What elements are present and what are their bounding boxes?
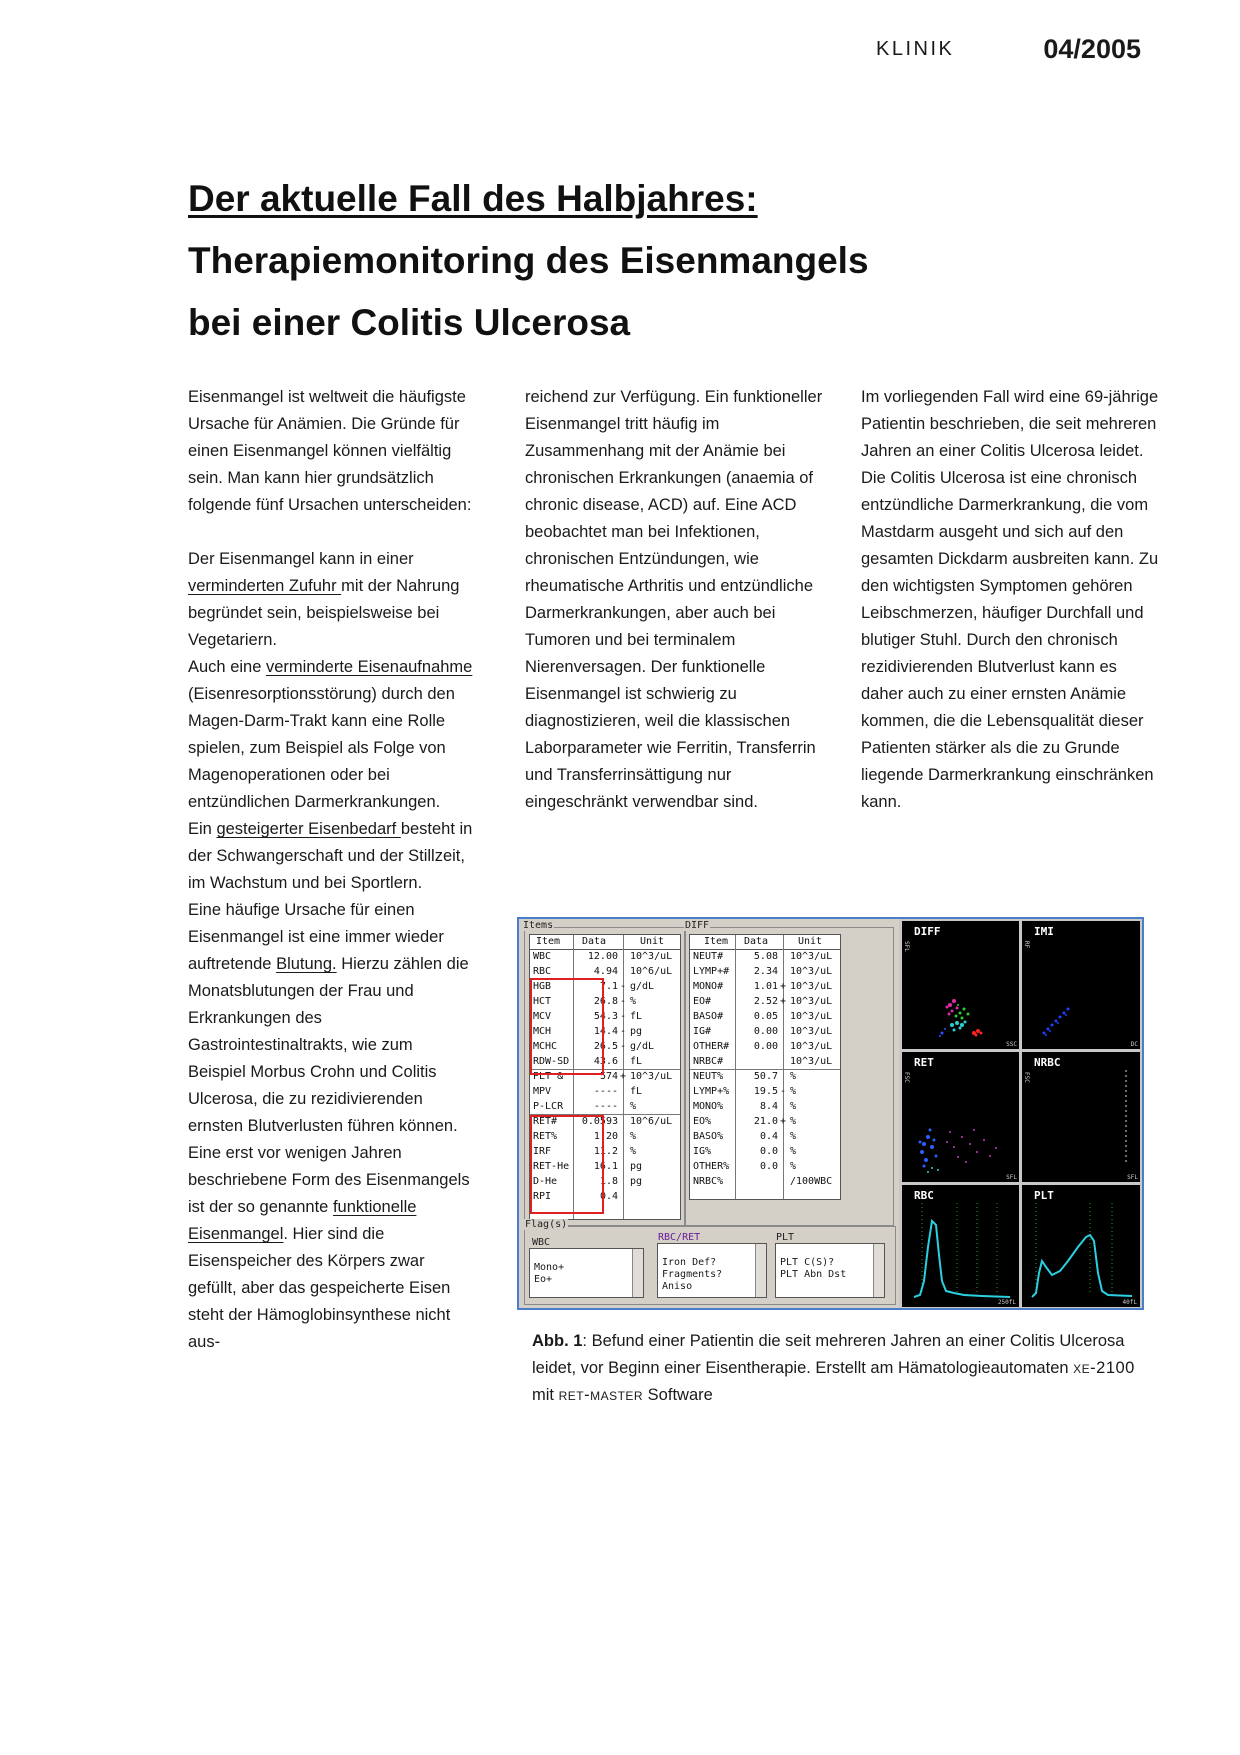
section-label: KLINIK [876,38,955,60]
paragraph: reichend zur Verfügung. Ein funktioneller Eisenmangel tritt häufig im Zusammenhang mit der Anämie bei chronischen Erkrankungen (anaemia of chronic disease, ACD) auf. Eine ACD beobachtet man bei Infektionen, chronischen Entzündungen, wie rheumatische Arthritis und entzündliche Darmerkrankungen, aber auch bei Tumoren und bei terminalem Nierenversagen. Der funktionelle Eisenmangel ist schwierig zu diagnostizieren, weil die klassischen Laborparameter wie Ferritin, Transferrin und Transferrinsättigung nur eingeschränkt verwendbar sind. [525,388,823,811]
emphasis-link: Blutung. [276,955,337,973]
flag-rbc-box [657,1243,767,1298]
cell-data: 0.0 [759,1146,778,1157]
cell-data: 1.8 [599,1176,618,1187]
paragraph: Ein gesteigerter Eisenbedarf besteht in der Schwangerschaft und der Stillzeit, im Wachstum und bei Sportlern. [188,820,473,892]
table-row [690,1130,840,1145]
cell-data: 4.94 [593,966,618,977]
cell-item: MONO# [693,981,724,992]
flag-plt-text: PLT C(S)? PLT Abn Dst [780,1257,847,1280]
cell-unit: % [790,1116,797,1127]
text-column-2 [525,384,825,816]
cell-item: NRBC% [693,1176,724,1187]
diff-scatter-plot [902,921,1019,1049]
flag-wbc-text: Mono+ Eo+ [534,1262,565,1285]
rbc-histogram [902,1185,1019,1307]
cell-data: 7.1 [599,981,618,992]
cell-unit: % [630,1131,637,1142]
cell-item: HCT [533,996,552,1007]
scrollbar[interactable] [755,1244,766,1297]
table-row [690,1055,840,1070]
cell-data: 11.2 [593,1146,618,1157]
cell-data: 0.4 [599,1191,618,1202]
cell-data: 19.5 [753,1086,778,1097]
flag-plt-label: PLT [776,1232,795,1243]
cell-unit: 10^3/uL [790,966,833,977]
cell-unit: g/dL [630,981,655,992]
cell-data: 0.00 [753,1026,778,1037]
cell-data: 2.52 [753,996,778,1007]
paragraph: Der Eisenmangel kann in einer verminderten Zufuhr mit der Nahrung begründet sein, beispielsweise bei Vegetariern. [188,550,460,649]
cell-flag: + [780,981,787,992]
cell-unit: fL [630,1086,643,1097]
cell-unit: 10^6/uL [630,1116,673,1127]
cell-item: NEUT# [693,951,724,962]
nrbc-scattergram [1022,1052,1140,1182]
ret-scatter-plot [902,1052,1019,1182]
caption-label: Abb. 1 [532,1332,583,1350]
article-title [188,168,1088,354]
cell-data: 0.0593 [581,1116,618,1127]
cell-unit: 10^3/uL [790,1011,833,1022]
text-column-3 [861,384,1161,816]
cell-flag: - [620,1041,627,1052]
cell-unit: pg [630,1161,643,1172]
cell-unit: 10^3/uL [790,951,833,962]
cell-item: MONO% [693,1101,724,1112]
flags-label: Flag(s) [525,1219,568,1230]
title-line-1: Der aktuelle Fall des Halbjahres: [188,178,758,219]
cell-data: 1.20 [593,1131,618,1142]
items-table-header [530,935,680,950]
cell-item: BASO# [693,1011,724,1022]
cell-flag: + [780,996,787,1007]
axis-label: SFL [1127,1174,1138,1181]
cell-unit: fL [630,1011,643,1022]
cell-item: NEUT% [693,1071,724,1082]
cell-item: RDW-SD [533,1056,570,1067]
axis-label: DC [1130,1041,1138,1048]
cell-item: RBC [533,966,552,977]
paragraph: Im vorliegenden Fall wird eine 69-jährige Patientin beschrieben, die seit mehreren Jahren an einer Colitis Ulcerosa leidet. Die Colitis Ulcerosa ist eine chronisch entzündliche Darmerkrankung, die vom Mastdarm ausgeht und sich auf den gesamten Dickdarm ausbreiten kann. Zu den wichtigsten Symptomen gehören Leibschmerzen, häufiger Durchfall und blutiger Stuhl. Durch den chronisch rezidivierenden Blutverlust kann es daher auch zu einer ernsten Anämie kommen, die die Lebensqualität dieser Patienten stärker als die zu Grunde liegende Darmerkrankung einschränken kann. [861,388,1159,811]
cell-flag: - [620,996,627,1007]
highlight-box-ret [530,1115,604,1214]
paragraph: Eine häufige Ursache für einen Eisenmangel ist eine immer wieder auftretende Blutung. Hierzu zählen die Monatsblutungen der Frau und Erkrankungen des Gastrointestinaltrakts, wie zum Beispiel Morbus Crohn und Colitis Ulcerosa, die zu rezidivierenden ernsten Blutverlusten führen können. [188,901,469,1135]
cell-item: LYMP+# [693,966,730,977]
device-name: xe-2100 [1073,1359,1135,1377]
diff-scattergram [902,921,1019,1049]
axis-label: FSC [903,1072,910,1083]
cell-item: EO% [693,1116,712,1127]
cell-flag: - [620,1026,627,1037]
cell-unit: 10^3/uL [630,951,673,962]
header-data: Data [744,936,769,947]
rbc-histogram-plot [902,1185,1019,1307]
cell-unit: pg [630,1026,643,1037]
nrbc-plot-label: NRBC [1034,1056,1061,1069]
cell-flag: + [780,1116,787,1127]
table-row [530,950,680,965]
cell-data: 2.34 [753,966,778,977]
cell-data: 1.01 [753,981,778,992]
axis-label: FSC [1023,1072,1030,1083]
cell-unit: 10^3/uL [790,1041,833,1052]
cell-item: MCHC [533,1041,558,1052]
cell-unit: 10^6/uL [630,966,673,977]
page-header [876,34,1141,64]
flag-wbc-label: WBC [532,1237,551,1248]
cell-item: IRF [533,1146,552,1157]
rbc-plot-label: RBC [914,1189,934,1202]
cell-data: 5.08 [753,951,778,962]
cell-item: P-LCR [533,1101,564,1112]
flag-plt-box [775,1243,885,1298]
analyzer-screenshot [517,917,1144,1310]
highlight-box-rbc [530,978,604,1075]
cell-unit: % [790,1131,797,1142]
cell-unit: 10^3/uL [790,981,833,992]
cell-unit: % [790,1086,797,1097]
emphasis-link: gesteigerter Eisenbedarf [216,820,401,838]
table-row [530,1085,680,1100]
cell-flag: - [620,1011,627,1022]
cell-item: LYMP+% [693,1086,730,1097]
cell-unit: 10^3/uL [790,1026,833,1037]
cell-item: HGB [533,981,552,992]
cell-item: RET% [533,1131,558,1142]
cell-flag: - [780,1086,787,1097]
cell-item: OTHER% [693,1161,730,1172]
table-row [690,965,840,980]
cell-data: 0.00 [753,1041,778,1052]
header-item: Item [536,936,561,947]
table-row [690,1040,840,1055]
plt-histogram-plot [1022,1185,1140,1307]
cell-unit: /100WBC [790,1176,833,1187]
cell-item: RPI [533,1191,552,1202]
cell-data: 26.8 [593,996,618,1007]
diff-table-header [690,935,840,950]
table-row [690,1100,840,1115]
cell-unit: 10^3/uL [630,1071,673,1082]
cell-unit: pg [630,1176,643,1187]
cell-data: 26.5 [593,1041,618,1052]
issue-number: 04/2005 [1043,34,1141,64]
emphasis-link: funktionelle Eisenmangel [188,1198,417,1243]
cell-data: 0.05 [753,1011,778,1022]
cell-data: 54.3 [593,1011,618,1022]
paragraph: Auch eine verminderte Eisenaufnahme (Eisenresorptionsstörung) durch den Magen-Darm-Trakt kann eine Rolle spielen, zum Beispiel als Folge von Magenoperationen oder bei entzündlichen Darmerkrankungen. [188,658,473,811]
table-row [690,1115,840,1130]
imi-scatter-plot [1022,921,1140,1049]
table-row [690,1010,840,1025]
cell-item: NRBC# [693,1056,724,1067]
scrollbar[interactable] [632,1249,643,1297]
cell-unit: % [630,1101,637,1112]
text-column-1 [188,384,473,1356]
scrollbar[interactable] [873,1244,884,1297]
table-row [690,950,840,965]
cell-item: OTHER# [693,1041,730,1052]
cell-unit: % [790,1146,797,1157]
flag-wbc-box [529,1248,644,1298]
table-row [690,1175,840,1190]
plt-histogram [1022,1185,1140,1307]
header-unit: Unit [640,936,665,947]
cell-flag: + [620,1071,627,1082]
flag-rbc-label: RBC/RET [658,1232,701,1243]
cell-unit: % [790,1101,797,1112]
cell-data: 12.00 [587,951,618,962]
table-row [690,1145,840,1160]
figure-caption: Abb. 1: Befund einer Patientin die seit mehreren Jahren an einer Colitis Ulcerosa leidet, vor Beginn einer Eisentherapie. Erstellt am Hämatologieautomaten xe-2100 mit ret-master Software [532,1332,1135,1404]
items-group-label: Items [523,920,554,931]
table-row [690,1160,840,1175]
title-line-2: Therapiemonitoring des Eisenmangels [188,240,869,281]
axis-label: SSC [1006,1041,1017,1048]
cell-unit: % [790,1071,797,1082]
cell-item: D-He [533,1176,558,1187]
software-name: ret-master [558,1386,644,1404]
imi-plot-label: IMI [1034,925,1054,938]
header-data: Data [582,936,607,947]
axis-label: SFL [903,941,910,952]
cell-item: IG# [693,1026,712,1037]
table-row [690,980,840,995]
imi-scattergram [1022,921,1140,1049]
cell-data: ---- [593,1101,618,1112]
paragraph: Eisenmangel ist weltweit die häufigste Ursache für Anämien. Die Gründe für einen Eisenmangel können vielfältig sein. Man kann hier grundsätzlich folgende fünf Ursachen unterscheiden: [188,388,472,514]
cell-item: MCV [533,1011,552,1022]
table-row [690,1025,840,1040]
ret-plot-label: RET [914,1056,934,1069]
cell-data: 14.4 [593,1026,618,1037]
cell-data: 16.1 [593,1161,618,1172]
axis-label: SFL [1006,1174,1017,1181]
cell-item: RET-He [533,1161,570,1172]
cell-unit: % [630,996,637,1007]
cell-data: 21.0 [753,1116,778,1127]
title-line-3: bei einer Colitis Ulcerosa [188,302,631,343]
cell-item: IG% [693,1146,712,1157]
cell-flag: - [620,981,627,992]
cell-data: 574 [599,1071,618,1082]
cell-unit: 10^3/uL [790,1056,833,1067]
nrbc-scatter-plot [1022,1052,1140,1182]
ret-scattergram [902,1052,1019,1182]
diff-group-label: DIFF [685,920,710,931]
table-row [530,1100,680,1115]
emphasis-link: verminderte Eisenaufnahme [265,658,473,676]
cell-item: EO# [693,996,712,1007]
plt-plot-label: PLT [1034,1189,1054,1202]
axis-label: 250fL [997,1299,1016,1306]
cell-unit: 10^3/uL [790,996,833,1007]
axis-label: 40fL [1122,1299,1137,1306]
cell-data: 43.6 [593,1056,618,1067]
cell-item: MPV [533,1086,552,1097]
header-item: Item [704,936,729,947]
cell-item: BASO% [693,1131,724,1142]
cell-item: PLT & [533,1071,564,1082]
diff-plot-label: DIFF [914,925,941,938]
table-row [690,995,840,1010]
cell-unit: g/dL [630,1041,655,1052]
axis-label: RF [1023,941,1030,949]
cell-data: ---- [593,1086,618,1097]
diff-table [689,934,841,1200]
cell-data: 0.4 [759,1131,778,1142]
header-unit: Unit [798,936,823,947]
table-row [690,1085,840,1100]
emphasis-link: verminderten Zufuhr [188,577,342,595]
table-row [690,1070,840,1085]
cell-unit: fL [630,1056,643,1067]
flag-rbc-text: Iron Def? Fragments? Aniso [662,1257,723,1292]
cell-data: 50.7 [753,1071,778,1082]
cell-data: 8.4 [759,1101,778,1112]
cell-data: 0.0 [759,1161,778,1172]
paragraph: Eine erst vor wenigen Jahren beschriebene Form des Eisenmangels ist der so genannte funktionelle Eisenmangel. Hier sind die Eisenspeicher des Körpers zwar gefüllt, aber das gespeicherte Eisen steht der Hämoglobinsynthese nicht aus- [188,1144,470,1351]
cell-item: RET# [533,1116,558,1127]
cell-item: MCH [533,1026,552,1037]
cell-unit: % [790,1161,797,1172]
cell-unit: % [630,1146,637,1157]
cell-item: WBC [533,951,552,962]
